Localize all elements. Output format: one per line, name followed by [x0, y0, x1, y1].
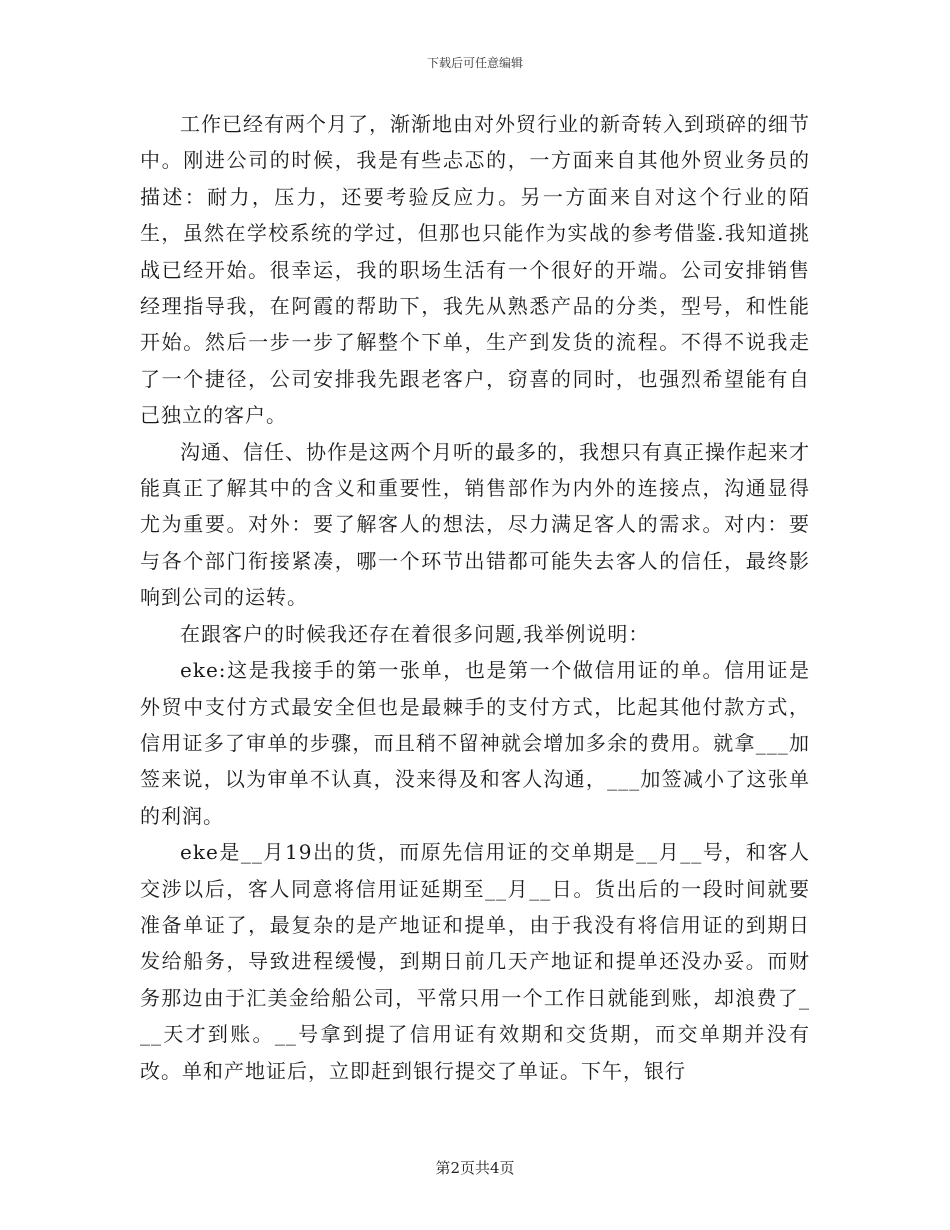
paragraph-eke-shipment: eke是__月19出的货，而原先信用证的交单期是__月__号，和客人交涉以后，客人同意将信用证延期至__月__日。货出后的一段时间就要准备单证了，最复杂的是产地证和提单，由于我没有将信用证的到期日发给船务，导致进程缓慢，到期日前几天产地证和提单还没办妥。而财务那边由于汇美金给船公司，平常只用一个工作日就能到账，却浪费了___天才到账。__号拿到提了信用证有效期和交货期，而交单期并没有改。单和产地证后，立即赶到银行提交了单证。下午，银行 [140, 840, 810, 1083]
page-number: 第2页共4页 [435, 1159, 515, 1177]
document-body [140, 106, 810, 1089]
paragraph-eke-credit: eke:这是我接手的第一张单，也是第一个做信用证的单。信用证是外贸中支付方式最安全但也是最棘手的支付方式，比起其他付款方式，信用证多了审单的步骤，而且稍不留神就会增加多余的费用。就拿___加签来说，以为审单不认真，没来得及和客人沟通，___加签减小了这张单的利润。 [140, 658, 810, 828]
page-header: 下载后可任意编辑 [426, 56, 523, 70]
paragraph-problems-intro: 在跟客户的时候我还存在着很多问题,我举例说明： [180, 621, 650, 646]
paragraph-intro: 工作已经有两个月了，渐渐地由对外贸行业的新奇转入到琐碎的细节中。刚进公司的时候，我是有些忐忑的，一方面来自其他外贸业务员的描述：耐力，压力，还要考验反应力。另一方面来自对这个行业的陌生，虽然在学校系统的学过，但那也只能作为实战的参考借鉴.我知道挑战已经开始。很幸运，我的职场生活有一个很好的开端。公司安排销售经理指导我，在阿霞的帮助下，我先从熟悉产品的分类，型号，和性能开始。然后一步一步了解整个下单，生产到发货的流程。不得不说我走了一个捷径，公司安排我先跟老客户，窃喜的同时，也强烈希望能有自己独立的客户。 [140, 112, 810, 428]
paragraph-communication: 沟通、信任、协作是这两个月听的最多的，我想只有真正操作起来才能真正了解其中的含义和重要性，销售部作为内外的连接点，沟通显得尤为重要。对外：要了解客人的想法，尽力满足客人的需求。对内：要与各个部门衔接紧凑，哪一个环节出错都可能失去客人的信任，最终影响到公司的运转。 [140, 439, 810, 610]
